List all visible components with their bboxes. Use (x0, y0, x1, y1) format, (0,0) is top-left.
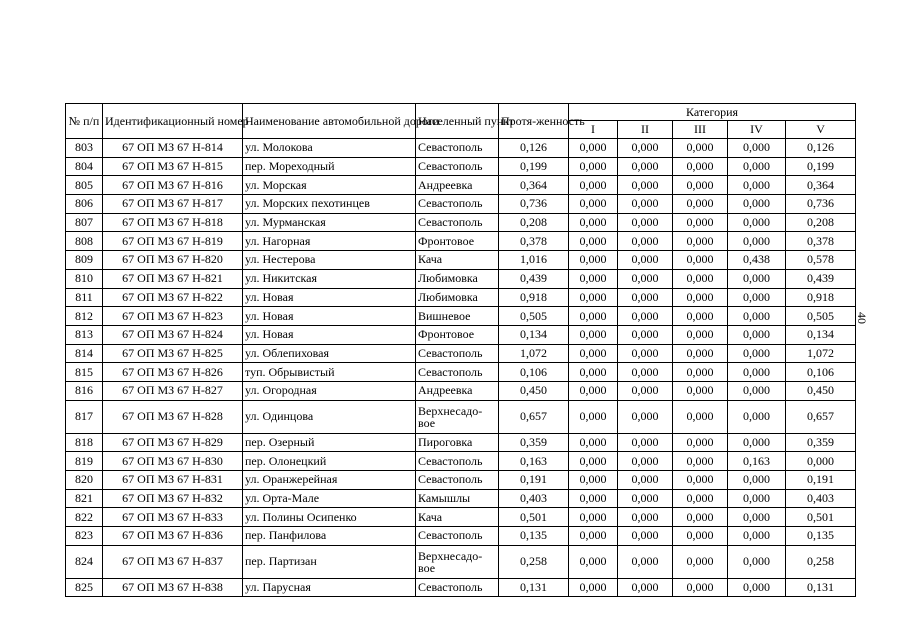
row-category-5: 0,736 (786, 195, 856, 214)
row-category-3: 0,000 (673, 288, 728, 307)
table-row (66, 251, 856, 270)
row-category-4: 0,000 (728, 269, 786, 288)
row-length: 0,163 (499, 452, 569, 471)
row-settlement: Севастополь (416, 471, 499, 490)
header-length: Протя-женность (499, 104, 569, 139)
row-identifier: 67 ОП МЗ 67 Н-817 (103, 195, 243, 214)
table-row (66, 195, 856, 214)
table-row (66, 232, 856, 251)
row-length: 1,072 (499, 344, 569, 363)
row-settlement: Севастополь (416, 213, 499, 232)
row-category-5: 0,439 (786, 269, 856, 288)
row-settlement: Андреевка (416, 381, 499, 400)
row-road-name: ул. Огородная (243, 381, 416, 400)
row-category-2: 0,000 (618, 232, 673, 251)
row-category-3: 0,000 (673, 545, 728, 578)
row-category-3: 0,000 (673, 400, 728, 433)
row-settlement: Севастополь (416, 195, 499, 214)
header-row-1 (66, 104, 856, 121)
row-category-5: 0,578 (786, 251, 856, 270)
row-length: 0,258 (499, 545, 569, 578)
row-settlement: Севастополь (416, 344, 499, 363)
row-category-5: 0,403 (786, 489, 856, 508)
row-category-3: 0,000 (673, 344, 728, 363)
row-category-3: 0,000 (673, 471, 728, 490)
row-category-5: 0,505 (786, 307, 856, 326)
row-category-1: 0,000 (569, 363, 618, 382)
table-row (66, 325, 856, 344)
row-category-3: 0,000 (673, 232, 728, 251)
row-length: 0,199 (499, 157, 569, 176)
row-category-3: 0,000 (673, 489, 728, 508)
row-category-1: 0,000 (569, 232, 618, 251)
row-category-3: 0,000 (673, 307, 728, 326)
row-settlement: Любимовка (416, 269, 499, 288)
row-category-4: 0,000 (728, 157, 786, 176)
row-category-3: 0,000 (673, 325, 728, 344)
row-category-4: 0,000 (728, 508, 786, 527)
row-category-3: 0,000 (673, 213, 728, 232)
row-category-1: 0,000 (569, 251, 618, 270)
row-category-3: 0,000 (673, 251, 728, 270)
row-category-1: 0,000 (569, 489, 618, 508)
row-road-name: пер. Олонецкий (243, 452, 416, 471)
row-settlement: Фронтовое (416, 232, 499, 251)
row-category-2: 0,000 (618, 363, 673, 382)
row-road-name: ул. Облепиховая (243, 344, 416, 363)
row-number: 812 (66, 307, 103, 326)
table-row (66, 213, 856, 232)
row-length: 0,135 (499, 527, 569, 546)
row-road-name: ул. Орта-Мале (243, 489, 416, 508)
row-category-4: 0,000 (728, 578, 786, 597)
table-row (66, 471, 856, 490)
row-category-5: 0,501 (786, 508, 856, 527)
row-identifier: 67 ОП МЗ 67 Н-819 (103, 232, 243, 251)
row-category-3: 0,000 (673, 508, 728, 527)
row-length: 0,359 (499, 433, 569, 452)
row-category-1: 0,000 (569, 527, 618, 546)
row-settlement: Вишневое (416, 307, 499, 326)
row-number: 814 (66, 344, 103, 363)
row-category-2: 0,000 (618, 251, 673, 270)
row-length: 0,403 (499, 489, 569, 508)
row-identifier: 67 ОП МЗ 67 Н-837 (103, 545, 243, 578)
row-identifier: 67 ОП МЗ 67 Н-830 (103, 452, 243, 471)
row-identifier: 67 ОП МЗ 67 Н-827 (103, 381, 243, 400)
row-identifier: 67 ОП МЗ 67 Н-815 (103, 157, 243, 176)
row-road-name: ул. Молокова (243, 139, 416, 158)
table-row (66, 139, 856, 158)
row-number: 806 (66, 195, 103, 214)
row-category-2: 0,000 (618, 545, 673, 578)
row-identifier: 67 ОП МЗ 67 Н-814 (103, 139, 243, 158)
table-row (66, 288, 856, 307)
row-category-1: 0,000 (569, 195, 618, 214)
row-category-2: 0,000 (618, 139, 673, 158)
row-road-name: ул. Оранжерейная (243, 471, 416, 490)
table-row (66, 381, 856, 400)
row-identifier: 67 ОП МЗ 67 Н-836 (103, 527, 243, 546)
row-number: 807 (66, 213, 103, 232)
row-category-1: 0,000 (569, 381, 618, 400)
row-category-2: 0,000 (618, 471, 673, 490)
row-settlement: Севастополь (416, 363, 499, 382)
row-category-5: 0,000 (786, 452, 856, 471)
row-length: 0,439 (499, 269, 569, 288)
row-category-4: 0,000 (728, 195, 786, 214)
row-settlement: Севастополь (416, 452, 499, 471)
row-category-1: 0,000 (569, 139, 618, 158)
row-category-5: 0,131 (786, 578, 856, 597)
table-row (66, 545, 856, 578)
header-place: Населенный пункт (416, 104, 499, 139)
row-settlement: Любимовка (416, 288, 499, 307)
row-road-name: ул. Морская (243, 176, 416, 195)
row-category-3: 0,000 (673, 269, 728, 288)
row-category-2: 0,000 (618, 578, 673, 597)
row-category-3: 0,000 (673, 139, 728, 158)
row-category-5: 0,191 (786, 471, 856, 490)
row-road-name: ул. Одинцова (243, 400, 416, 433)
table-row (66, 269, 856, 288)
row-identifier: 67 ОП МЗ 67 Н-820 (103, 251, 243, 270)
row-number: 817 (66, 400, 103, 433)
row-road-name: ул. Никитская (243, 269, 416, 288)
row-road-name: ул. Нестерова (243, 251, 416, 270)
row-category-2: 0,000 (618, 433, 673, 452)
row-category-1: 0,000 (569, 269, 618, 288)
row-category-5: 0,135 (786, 527, 856, 546)
row-category-4: 0,000 (728, 176, 786, 195)
page-number: 40 (855, 312, 869, 324)
row-road-name: ул. Полины Осипенко (243, 508, 416, 527)
header-category: Категория (569, 104, 856, 121)
table-row (66, 527, 856, 546)
header-category-2: II (618, 121, 673, 139)
row-road-name: ул. Морских пехотинцев (243, 195, 416, 214)
row-number: 824 (66, 545, 103, 578)
row-identifier: 67 ОП МЗ 67 Н-821 (103, 269, 243, 288)
row-category-3: 0,000 (673, 176, 728, 195)
row-number: 809 (66, 251, 103, 270)
row-category-4: 0,000 (728, 433, 786, 452)
row-category-4: 0,000 (728, 527, 786, 546)
row-category-5: 0,378 (786, 232, 856, 251)
row-category-5: 0,126 (786, 139, 856, 158)
row-identifier: 67 ОП МЗ 67 Н-824 (103, 325, 243, 344)
row-category-2: 0,000 (618, 489, 673, 508)
row-settlement: Севастополь (416, 157, 499, 176)
header-category-1: I (569, 121, 618, 139)
row-road-name: ул. Парусная (243, 578, 416, 597)
row-identifier: 67 ОП МЗ 67 Н-831 (103, 471, 243, 490)
row-identifier: 67 ОП МЗ 67 Н-838 (103, 578, 243, 597)
row-category-4: 0,000 (728, 307, 786, 326)
table-body (66, 139, 856, 597)
row-length: 0,208 (499, 213, 569, 232)
row-category-4: 0,000 (728, 325, 786, 344)
row-category-2: 0,000 (618, 307, 673, 326)
row-length: 0,378 (499, 232, 569, 251)
row-identifier: 67 ОП МЗ 67 Н-832 (103, 489, 243, 508)
row-number: 820 (66, 471, 103, 490)
row-category-1: 0,000 (569, 176, 618, 195)
row-road-name: туп. Обрывистый (243, 363, 416, 382)
row-length: 0,126 (499, 139, 569, 158)
row-identifier: 67 ОП МЗ 67 Н-818 (103, 213, 243, 232)
row-settlement: Камышлы (416, 489, 499, 508)
row-category-2: 0,000 (618, 288, 673, 307)
row-category-5: 0,199 (786, 157, 856, 176)
row-length: 0,364 (499, 176, 569, 195)
row-category-2: 0,000 (618, 381, 673, 400)
row-identifier: 67 ОП МЗ 67 Н-825 (103, 344, 243, 363)
row-number: 803 (66, 139, 103, 158)
table-row (66, 307, 856, 326)
table-row (66, 452, 856, 471)
row-road-name: пер. Озерный (243, 433, 416, 452)
row-category-5: 0,134 (786, 325, 856, 344)
row-length: 0,918 (499, 288, 569, 307)
row-category-4: 0,000 (728, 344, 786, 363)
header-category-3: III (673, 121, 728, 139)
row-category-1: 0,000 (569, 213, 618, 232)
row-number: 821 (66, 489, 103, 508)
row-number: 805 (66, 176, 103, 195)
row-road-name: ул. Новая (243, 288, 416, 307)
row-category-1: 0,000 (569, 452, 618, 471)
row-settlement: Севастополь (416, 527, 499, 546)
row-category-2: 0,000 (618, 195, 673, 214)
row-number: 810 (66, 269, 103, 288)
row-length: 0,106 (499, 363, 569, 382)
row-category-1: 0,000 (569, 157, 618, 176)
row-category-1: 0,000 (569, 545, 618, 578)
row-identifier: 67 ОП МЗ 67 Н-828 (103, 400, 243, 433)
header-id: Идентификационный номер (103, 104, 243, 139)
row-category-3: 0,000 (673, 157, 728, 176)
row-category-3: 0,000 (673, 363, 728, 382)
row-category-5: 1,072 (786, 344, 856, 363)
row-number: 819 (66, 452, 103, 471)
header-category-4: IV (728, 121, 786, 139)
row-category-5: 0,359 (786, 433, 856, 452)
table-row (66, 344, 856, 363)
row-category-1: 0,000 (569, 508, 618, 527)
row-settlement: Верхнесадо-вое (416, 545, 499, 578)
row-category-3: 0,000 (673, 578, 728, 597)
table-row (66, 157, 856, 176)
row-identifier: 67 ОП МЗ 67 Н-829 (103, 433, 243, 452)
row-settlement: Севастополь (416, 139, 499, 158)
row-category-4: 0,000 (728, 471, 786, 490)
row-number: 811 (66, 288, 103, 307)
row-category-1: 0,000 (569, 471, 618, 490)
row-category-3: 0,000 (673, 452, 728, 471)
row-road-name: пер. Панфилова (243, 527, 416, 546)
row-number: 816 (66, 381, 103, 400)
row-identifier: 67 ОП МЗ 67 Н-816 (103, 176, 243, 195)
row-category-2: 0,000 (618, 213, 673, 232)
header-num: № п/п (66, 104, 103, 139)
row-settlement: Кача (416, 508, 499, 527)
row-category-4: 0,000 (728, 232, 786, 251)
row-category-2: 0,000 (618, 325, 673, 344)
row-category-5: 0,208 (786, 213, 856, 232)
row-category-2: 0,000 (618, 269, 673, 288)
row-road-name: ул. Новая (243, 325, 416, 344)
row-settlement: Фронтовое (416, 325, 499, 344)
table-row (66, 433, 856, 452)
row-category-3: 0,000 (673, 527, 728, 546)
row-road-name: ул. Нагорная (243, 232, 416, 251)
row-category-1: 0,000 (569, 307, 618, 326)
row-number: 808 (66, 232, 103, 251)
row-number: 815 (66, 363, 103, 382)
row-category-2: 0,000 (618, 344, 673, 363)
table-row (66, 508, 856, 527)
row-category-4: 0,000 (728, 139, 786, 158)
row-category-5: 0,657 (786, 400, 856, 433)
row-length: 0,505 (499, 307, 569, 326)
row-length: 0,450 (499, 381, 569, 400)
row-category-1: 0,000 (569, 325, 618, 344)
roads-table (65, 103, 856, 597)
row-category-4: 0,000 (728, 213, 786, 232)
row-category-5: 0,450 (786, 381, 856, 400)
row-category-2: 0,000 (618, 508, 673, 527)
table-row (66, 176, 856, 195)
row-number: 823 (66, 527, 103, 546)
row-category-2: 0,000 (618, 157, 673, 176)
row-category-5: 0,258 (786, 545, 856, 578)
row-category-1: 0,000 (569, 433, 618, 452)
header-category-5: V (786, 121, 856, 139)
row-category-3: 0,000 (673, 433, 728, 452)
row-category-1: 0,000 (569, 288, 618, 307)
row-category-4: 0,000 (728, 381, 786, 400)
row-category-2: 0,000 (618, 527, 673, 546)
row-category-2: 0,000 (618, 400, 673, 433)
row-category-5: 0,918 (786, 288, 856, 307)
row-settlement: Андреевка (416, 176, 499, 195)
row-road-name: пер. Партизан (243, 545, 416, 578)
row-road-name: пер. Мореходный (243, 157, 416, 176)
row-category-4: 0,000 (728, 363, 786, 382)
row-length: 0,134 (499, 325, 569, 344)
row-category-5: 0,364 (786, 176, 856, 195)
row-number: 813 (66, 325, 103, 344)
table-row (66, 489, 856, 508)
row-number: 804 (66, 157, 103, 176)
row-length: 0,657 (499, 400, 569, 433)
row-category-3: 0,000 (673, 195, 728, 214)
row-road-name: ул. Новая (243, 307, 416, 326)
row-number: 818 (66, 433, 103, 452)
row-category-4: 0,000 (728, 545, 786, 578)
table-row (66, 578, 856, 597)
row-category-4: 0,000 (728, 489, 786, 508)
row-category-2: 0,000 (618, 176, 673, 195)
row-identifier: 67 ОП МЗ 67 Н-823 (103, 307, 243, 326)
table-row (66, 400, 856, 433)
table-row (66, 363, 856, 382)
row-category-4: 0,438 (728, 251, 786, 270)
row-identifier: 67 ОП МЗ 67 Н-822 (103, 288, 243, 307)
row-settlement: Верхнесадо-вое (416, 400, 499, 433)
header-name: Наименование автомобильной дороги (243, 104, 416, 139)
row-length: 0,501 (499, 508, 569, 527)
row-category-5: 0,106 (786, 363, 856, 382)
row-length: 1,016 (499, 251, 569, 270)
row-category-1: 0,000 (569, 578, 618, 597)
row-settlement: Севастополь (416, 578, 499, 597)
row-road-name: ул. Мурманская (243, 213, 416, 232)
row-settlement: Кача (416, 251, 499, 270)
row-settlement: Пироговка (416, 433, 499, 452)
row-category-3: 0,000 (673, 381, 728, 400)
row-category-2: 0,000 (618, 452, 673, 471)
row-category-4: 0,000 (728, 288, 786, 307)
row-category-4: 0,163 (728, 452, 786, 471)
row-identifier: 67 ОП МЗ 67 Н-833 (103, 508, 243, 527)
row-category-1: 0,000 (569, 400, 618, 433)
row-number: 822 (66, 508, 103, 527)
row-identifier: 67 ОП МЗ 67 Н-826 (103, 363, 243, 382)
row-number: 825 (66, 578, 103, 597)
row-length: 0,191 (499, 471, 569, 490)
row-length: 0,131 (499, 578, 569, 597)
row-category-1: 0,000 (569, 344, 618, 363)
row-length: 0,736 (499, 195, 569, 214)
row-category-4: 0,000 (728, 400, 786, 433)
